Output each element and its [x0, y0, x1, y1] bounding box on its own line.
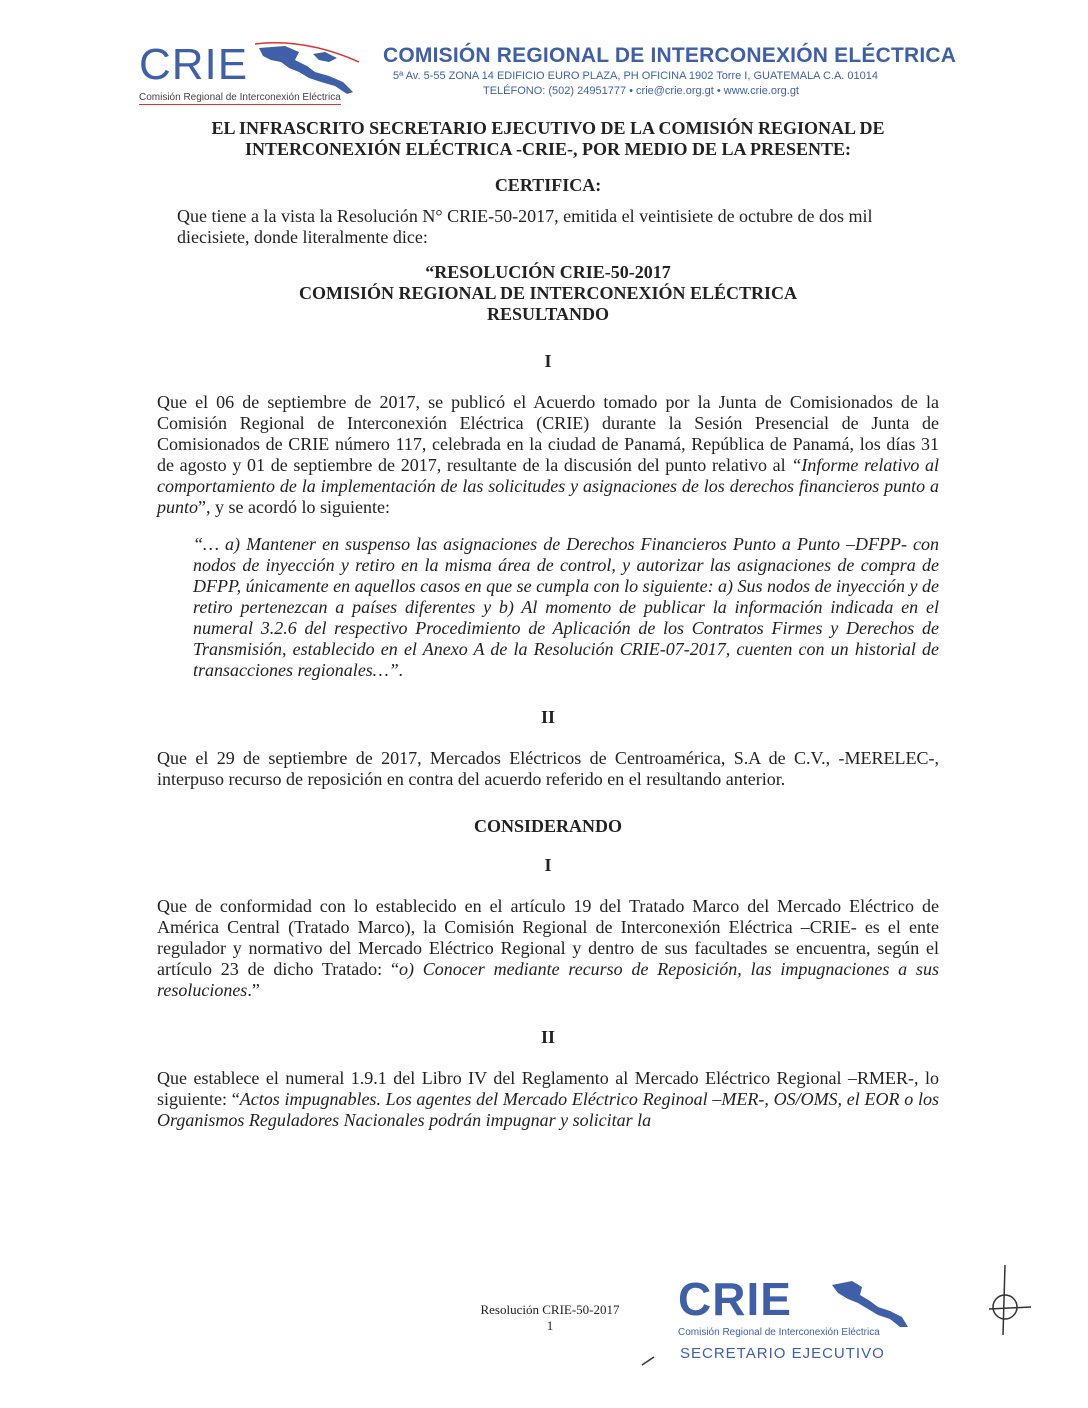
letterhead: [135, 40, 965, 110]
page-number: 1: [546, 1318, 554, 1333]
central-america-map-icon: [255, 42, 360, 98]
considerando-heading: CONSIDERANDO: [473, 816, 623, 836]
resultando-1-paragraph: [157, 392, 939, 518]
considerando-2-text-a: Que establece el numeral 1.9.1 del Libro IV del Reglamento al Mercado Eléctrico Regional –RMER-, lo siguiente: “: [157, 1068, 939, 1109]
resolution-organization: COMISIÓN REGIONAL DE INTERCONEXIÓN ELÉCTRICA: [298, 283, 798, 303]
considerando-2-number: II: [540, 1027, 555, 1047]
resultando-2-paragraph: Que el 29 de septiembre de 2017, Mercados Eléctricos de Centroamérica, S.A de C.V., -MERELEC-, interpuso recurso de reposición en contra del acuerdo referido en el resultando anterior.: [157, 748, 939, 789]
resultando-1-text-b: ”, y se acordó lo siguiente:: [198, 497, 390, 517]
signature-initial-icon: [985, 1265, 1045, 1345]
intro-heading: EL INFRASCRITO SECRETARIO EJECUTIVO DE LA COMISIÓN REGIONAL DE INTERCONEXIÓN ELÉCTRICA -CRIE-, POR MEDIO DE LA PRESENTE:: [211, 118, 885, 159]
considerando-2-paragraph: [157, 1068, 939, 1131]
page-footer: [470, 1302, 630, 1334]
stamp-logo-text: CRIE: [678, 1273, 792, 1325]
lead-paragraph: Que tiene a la vista la Resolución N° CRIE-50-2017, emitida el veintisiete de octubre de dos mil diecisiete, donde literalmente dice:: [177, 206, 873, 247]
considerando-1-paragraph: [157, 896, 939, 1001]
resolution-number: “RESOLUCIÓN CRIE-50-2017: [425, 262, 671, 282]
considerando-1-number: I: [544, 855, 552, 875]
considerando-1-text-italic: o) Conocer mediante recurso de Reposición, las impugnaciones a sus resoluciones: [157, 959, 939, 1000]
resultando-1-text-a: Que el 06 de septiembre de 2017, se publicó el Acuerdo tomado por la Junta de Comisionados de la Comisión Regional de Interconexión Eléctrica (CRIE) durante la Sesión Presencial de Junta de Comisionados de CRIE número 117, celebrada en la ciudad de Panamá, República de Panamá, los días 31 de agosto y 01 de septiembre de 2017, resultante de la discusión del punto relativo al: [157, 392, 939, 475]
logo-subtitle: Comisión Regional de Interconexión Eléctrica: [139, 92, 341, 103]
considerando-1-text-b: .”: [247, 980, 260, 1000]
organization-contact: TELÉFONO: (502) 24951777 • crie@crie.org.gt • www.crie.org.gt: [483, 85, 799, 97]
resolution-heading: [157, 262, 939, 325]
resultando-1-text-italic: “Informe relativo al comportamiento de la implementación de las solicitudes y asignaciones de los derechos financieros punto a punto: [157, 455, 940, 517]
crie-logo: [135, 40, 365, 110]
stamp-role: SECRETARIO EJECUTIVO: [680, 1345, 885, 1362]
pen-mark-icon: [640, 1355, 660, 1367]
resultando-heading: RESULTANDO: [486, 304, 610, 324]
stamp-map-icon: [830, 1277, 910, 1331]
stamp-subtitle: Comisión Regional de Interconexión Eléctrica: [678, 1327, 880, 1338]
considerando-2-text-italic: Actos impugnables. Los agentes del Mercado Eléctrico Reginoal –MER-, OS/OMS, el EOR o los Organismos Reguladores Nacionales podrán impugnar y solicitar la: [157, 1089, 939, 1130]
considerando-1-text-a: Que de conformidad con lo establecido en el artículo 19 del Tratado Marco del Mercado Eléctrico de América Central (Tratado Marco), la Comisión Regional de Interconexión Eléctrica –CRIE- es el ente regulador y normativo del Mercado Eléctrico Regional y dentro de sus facultades se encuentra, según el artículo 23 de dicho Tratado: “: [157, 896, 939, 979]
agreement-quote: “… a) Mantener en suspenso las asignaciones de Derechos Financieros Punto a Punto –DFPP- con nodos de inyección y retiro en la misma área de control, y autorizar las asignaciones de compra de DFPP, únicamente en aquellos casos en que se cumpla con lo siguiente: a) Sus nodos de inyección y de retiro pertenezcan a países diferentes y b) Al momento de publicar la información indicada en el numeral 3.2.6 del respectivo Procedimiento de Aplicación de los Contratos Firmes y Derechos de Transmisión, establecido en el Anexo A de la Resolución CRIE-07-2017, cuenten con un historial de transacciones regionales…”.: [193, 534, 939, 680]
footer-resolution: Resolución CRIE-50-2017: [480, 1302, 620, 1317]
document-body: [157, 118, 939, 1131]
secretary-stamp: [670, 1275, 920, 1370]
organization-address: 5ª Av. 5-55 ZONA 14 EDIFICIO EURO PLAZA, PH OFICINA 1902 Torre I, GUATEMALA C.A. 01014: [393, 70, 878, 82]
certifica-heading: CERTIFICA:: [494, 175, 602, 195]
resultando-2-number: II: [540, 707, 555, 727]
resultando-1-number: I: [544, 351, 552, 371]
logo-text: CRIE: [139, 40, 249, 89]
organization-title: COMISIÓN REGIONAL DE INTERCONEXIÓN ELÉCTRICA: [383, 44, 957, 67]
